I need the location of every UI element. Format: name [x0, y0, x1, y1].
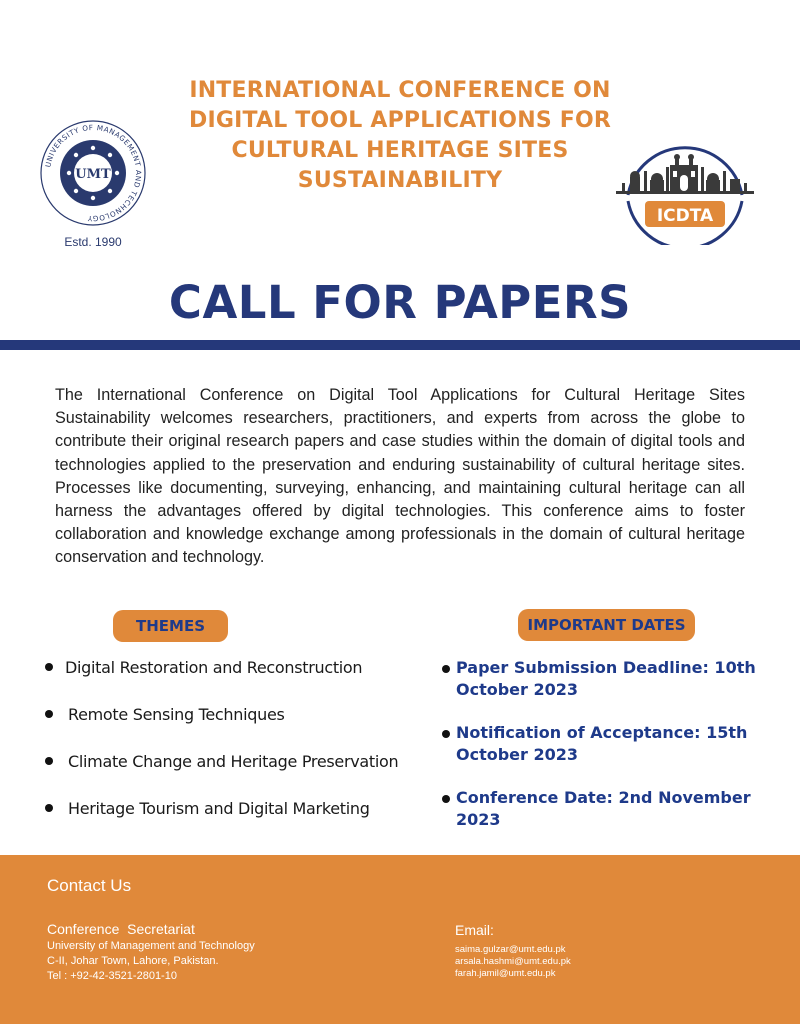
date-text: Conference Date: 2nd November 2023: [456, 788, 751, 829]
date-item: [440, 787, 760, 852]
theme-text: Climate Change and Heritage Preservation: [68, 752, 399, 771]
conference-title-line: CULTURAL HERITAGE SITES: [231, 138, 569, 163]
email-link[interactable]: saima.gulzar@umt.edu.pk: [455, 944, 566, 955]
umt-logo: [38, 118, 148, 228]
header-divider: [0, 340, 800, 350]
conference-title-line: DIGITAL TOOL APPLICATIONS FOR: [188, 108, 611, 133]
theme-item: [45, 799, 405, 846]
bullet-icon: [45, 663, 53, 671]
dates-list: [440, 657, 760, 852]
phone-line: Tel : +92-42-3521-2801-10: [47, 970, 177, 982]
date-item: [440, 657, 760, 722]
icdta-logo: [612, 125, 758, 245]
date-text: Paper Submission Deadline: 10th October 2023: [456, 658, 756, 699]
email-heading: Email:: [455, 922, 494, 938]
contact-us-heading: Contact Us: [47, 876, 132, 895]
theme-item: [45, 658, 405, 705]
secretariat-heading: Conference Secretariat: [47, 921, 195, 937]
conference-title-line: INTERNATIONAL CONFERENCE ON: [189, 78, 611, 103]
date-text: Notification of Acceptance: 15th October 2023: [456, 723, 748, 764]
theme-item: [45, 752, 405, 799]
bullet-icon: [442, 730, 450, 738]
umt-emblem-text: UMT: [75, 167, 111, 182]
theme-item: [45, 705, 405, 752]
address-line: University of Management and Technology: [47, 940, 255, 952]
intro-paragraph: The International Conference on Digital Tool Applications for Cultural Heritage Sites Sustainability welcomes researchers, practitioners, and experts from across the globe to contribute their original research papers and case studies within the domain of digital tools and technologies applied to the preservation and enduring sustainability of cultural heritage sites. Processes like documenting, surveying, enhancing, and maintaining cultural heritage can all harness the advantages offered by digital technologies. This conference aims to foster collaboration and knowledge exchange among professionals in the domain of cultural heritage conservation and technology.: [55, 386, 745, 567]
bullet-icon: [442, 795, 450, 803]
email-list: [455, 944, 571, 980]
theme-text: Heritage Tourism and Digital Marketing: [68, 799, 370, 818]
email-link[interactable]: arsala.hashmi@umt.edu.pk: [455, 956, 571, 967]
icdta-label: ICDTA: [656, 206, 714, 226]
themes-heading: THEMES: [113, 610, 228, 642]
bullet-icon: [45, 804, 53, 812]
email-link[interactable]: farah.jamil@umt.edu.pk: [455, 968, 556, 979]
bullet-icon: [442, 665, 450, 673]
conference-title-line: SUSTAINABILITY: [297, 168, 503, 193]
address-line: C-II, Johar Town, Lahore, Pakistan.: [47, 955, 219, 967]
call-for-papers-heading: CALL FOR PAPERS: [168, 276, 632, 329]
conference-title: [170, 76, 630, 196]
date-item: [440, 722, 760, 787]
important-dates-heading: IMPORTANT DATES: [518, 609, 695, 641]
bullet-icon: [45, 710, 53, 718]
address-block: [47, 939, 255, 984]
themes-list: [45, 658, 405, 846]
theme-text: Remote Sensing Techniques: [68, 705, 285, 724]
umt-ring-text: UNIVERSITY OF MANAGEMENT AND TECHNOLOGY: [43, 122, 144, 224]
established-year: Estd. 1990: [64, 235, 122, 249]
theme-text: Digital Restoration and Reconstruction: [65, 658, 363, 677]
bullet-icon: [45, 757, 53, 765]
